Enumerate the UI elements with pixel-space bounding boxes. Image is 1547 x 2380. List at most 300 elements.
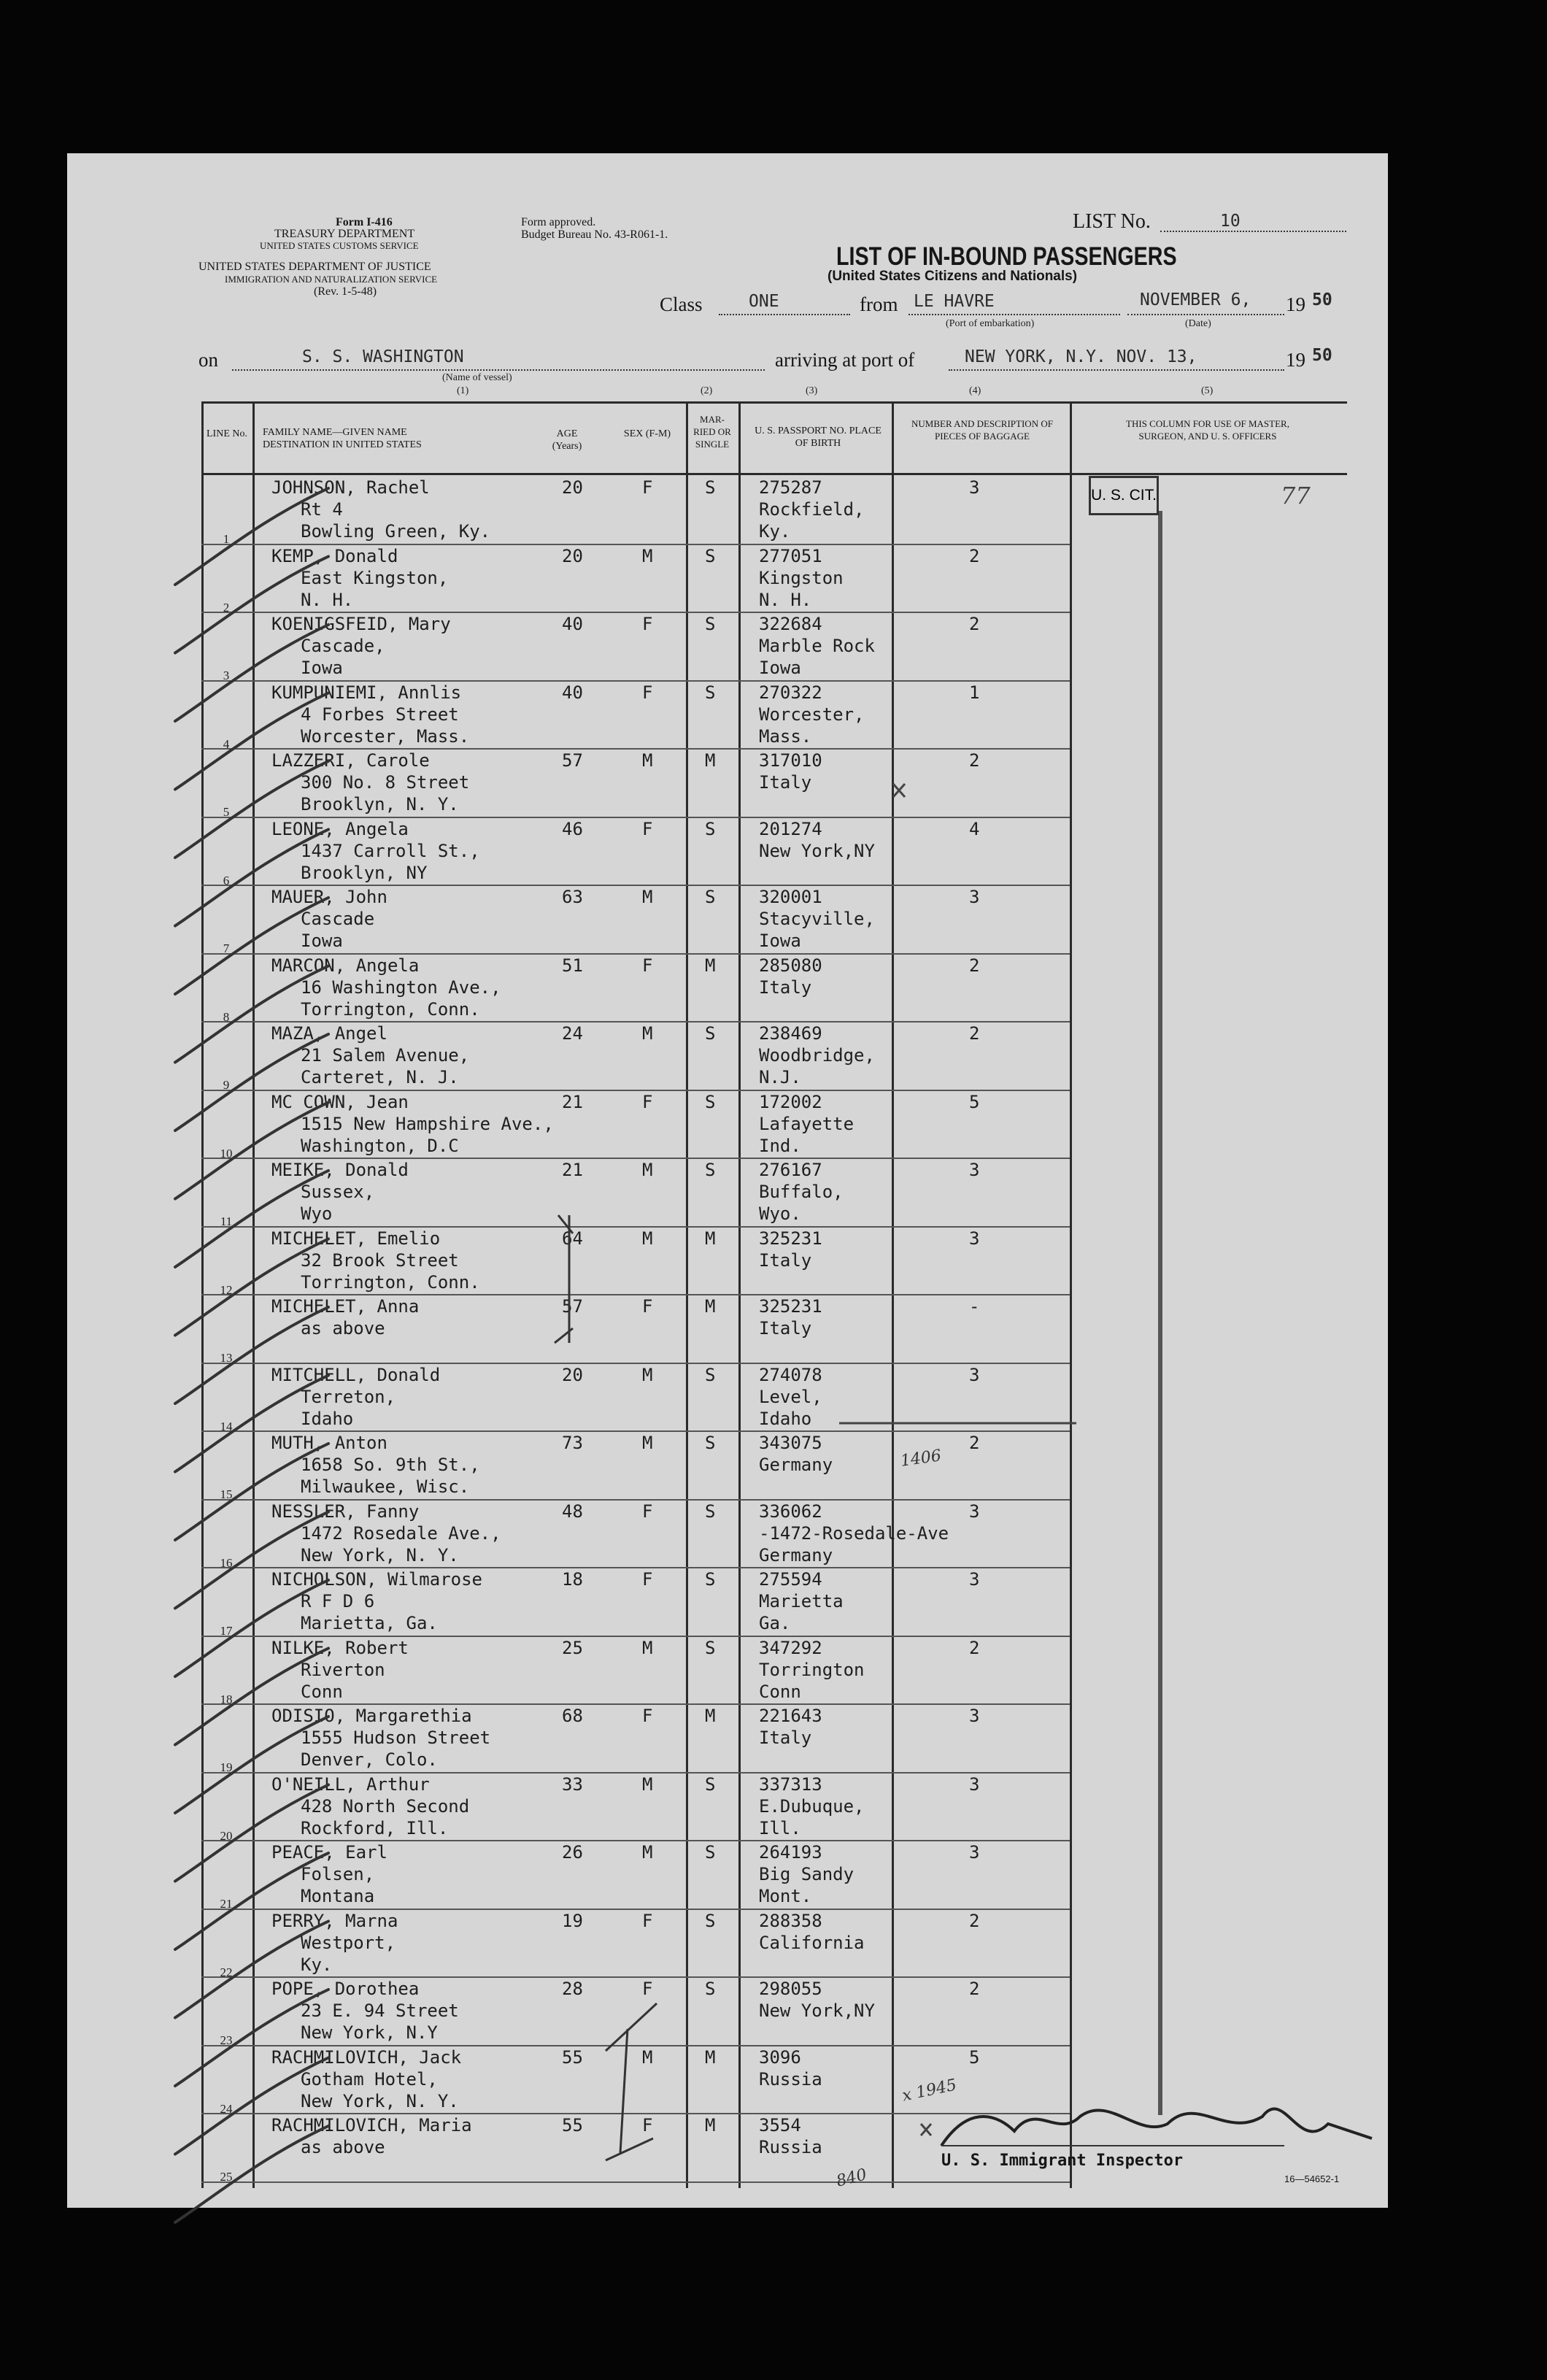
destination-line-2: Worcester, Mass. — [301, 725, 470, 747]
handwritten-note: x 1945 — [900, 2076, 959, 2106]
birthplace-line-2: Iowa — [759, 658, 801, 678]
marital-status: S — [705, 477, 716, 498]
birthplace-line-1: Worcester, — [759, 704, 865, 725]
line-number: 1 — [223, 532, 230, 546]
sex: M — [642, 1023, 653, 1044]
birthplace-line-1: Russia — [759, 2068, 822, 2090]
passport-number: 275594 — [759, 1569, 822, 1590]
marital-status: S — [705, 887, 716, 907]
destination-line-2: Montana — [301, 1886, 375, 1906]
passport-number: 347292 — [759, 1637, 822, 1658]
x-mark — [893, 784, 905, 797]
header-officers: THIS COLUMN FOR USE OF MASTER, SURGEON, AND U. S. OFFICERS — [1126, 418, 1289, 442]
age: 55 — [562, 2046, 583, 2068]
line-number: 19 — [220, 1760, 233, 1774]
passport-number: 288358 — [759, 1910, 822, 1931]
sex: F — [642, 2115, 653, 2136]
handwritten-number: 77 — [1281, 482, 1311, 509]
birthplace-line-2: Ky. — [759, 521, 791, 542]
marital-status: S — [705, 1433, 716, 1453]
marital-status: S — [705, 1364, 716, 1385]
passport-number: 337313 — [759, 1774, 822, 1795]
baggage-count: 2 — [969, 955, 980, 976]
revision-date: (Rev. 1-5-48) — [314, 285, 377, 298]
marital-status: S — [705, 1842, 716, 1863]
passenger-name: PERRY, Marna — [271, 1910, 398, 1931]
birthplace-line-1: Stacyville, — [759, 909, 875, 929]
destination-line-2: Marietta, Ga. — [301, 1613, 438, 1633]
passport-number: 322684 — [759, 614, 822, 634]
line-number: 4 — [223, 736, 230, 751]
tally-stroke — [175, 1853, 328, 1949]
birthplace-line-2: Iowa — [759, 931, 801, 951]
destination-line-1: Cascade, — [301, 636, 385, 656]
from-label: from — [860, 293, 898, 315]
tally-stroke — [175, 966, 328, 1063]
destination-line-2: Carteret, N. J. — [301, 1067, 459, 1087]
age: 28 — [562, 1979, 583, 1999]
birthplace-line-2: Mont. — [759, 1886, 812, 1906]
destination-line-2: Torrington, Conn. — [301, 1271, 480, 1293]
passport-number: 336062 — [759, 1501, 822, 1522]
age: 57 — [562, 1296, 583, 1317]
passenger-name: NICHOLSON, Wilmarose — [271, 1569, 482, 1590]
passport-number: 285080 — [759, 955, 822, 976]
tally-stroke — [175, 1307, 328, 1403]
baggage-count: 2 — [969, 1910, 980, 1931]
line-number: 8 — [223, 1009, 230, 1024]
age: 26 — [562, 1842, 583, 1863]
date-embark-value: NOVEMBER 6, — [1140, 290, 1251, 309]
line-number: 12 — [220, 1282, 233, 1297]
marital-status: S — [705, 1501, 716, 1522]
destination-line-1: 4 Forbes Street — [301, 704, 459, 725]
baggage-count: 3 — [969, 887, 980, 907]
sex: M — [642, 1433, 653, 1453]
baggage-count: 2 — [969, 1979, 980, 1999]
passport-number: 201274 — [759, 818, 822, 839]
sex: F — [642, 1296, 653, 1317]
marital-status: M — [705, 1228, 716, 1249]
passport-number: 277051 — [759, 545, 822, 566]
col-num-4: (4) — [969, 385, 981, 396]
age: 68 — [562, 1706, 583, 1726]
age: 40 — [562, 614, 583, 634]
birthplace-line-1: E.Dubuque, — [759, 1795, 865, 1817]
age: 24 — [562, 1023, 583, 1044]
class-value: ONE — [749, 292, 779, 311]
birthplace-line-1: Germany — [759, 1455, 833, 1475]
marital-status: S — [705, 545, 716, 566]
destination-line-1: as above — [301, 2137, 385, 2157]
baggage-count: 5 — [969, 1091, 980, 1112]
passport-number: 270322 — [759, 682, 822, 703]
destination-line-1: 32 Brook Street — [301, 1249, 459, 1271]
list-no-value: 10 — [1220, 212, 1241, 231]
baggage-count: 3 — [969, 1842, 980, 1863]
page-title: LIST OF IN-BOUND PASSENGERS — [836, 242, 1177, 271]
birthplace-line-1: Torrington — [759, 1659, 865, 1680]
line-number: 22 — [220, 1965, 233, 1979]
baggage-count: 3 — [969, 1569, 980, 1590]
birthplace-line-1: Italy — [759, 977, 812, 998]
line-number: 25 — [220, 2170, 233, 2184]
age: 51 — [562, 955, 583, 976]
form-approved: Form approved. — [521, 216, 596, 228]
passenger-name: MARCON, Angela — [271, 955, 420, 976]
line-number: 3 — [223, 669, 230, 682]
birthplace-line-2: Mass. — [759, 725, 812, 747]
header-age: AGE (Years) — [552, 428, 582, 452]
destination-line-2: N. H. — [301, 589, 354, 610]
destination-line-1: 1658 So. 9th St., — [301, 1455, 480, 1475]
passport-number: 274078 — [759, 1364, 822, 1385]
destination-line-2: Ky. — [301, 1954, 333, 1975]
marital-status: S — [705, 1091, 716, 1112]
baggage-count: 2 — [969, 1433, 980, 1453]
destination-line-2: New York, N. Y. — [301, 1544, 459, 1566]
sex: F — [642, 1091, 653, 1112]
destination-line-2: Brooklyn, NY — [301, 862, 428, 883]
birthplace-line-1: -1472-Rosedale-Ave — [759, 1522, 949, 1544]
destination-line-1: 21 Salem Avenue, — [301, 1045, 470, 1066]
marital-status: S — [705, 818, 716, 839]
passenger-name: MITCHELL, Donald — [271, 1364, 441, 1385]
line-number: 16 — [220, 1555, 233, 1570]
sex: F — [642, 1910, 653, 1931]
passenger-name: PEACE, Earl — [271, 1842, 387, 1863]
birthplace-line-1: Italy — [759, 1318, 812, 1339]
destination-line-2: New York, N. Y. — [301, 2090, 459, 2111]
header-baggage: NUMBER AND DESCRIPTION OF PIECES OF BAGGAGE — [911, 418, 1053, 442]
destination-line-1: 1555 Hudson Street — [301, 1728, 491, 1748]
destination-line-2: Milwaukee, Wisc. — [301, 1476, 470, 1497]
line-number: 23 — [220, 2033, 233, 2047]
marital-status: S — [705, 1637, 716, 1658]
passport-number: 298055 — [759, 1979, 822, 1999]
tally-stroke — [175, 2126, 328, 2222]
destination-line-2: Washington, D.C — [301, 1135, 459, 1156]
destination-line-1: Sussex, — [301, 1182, 375, 1202]
birthplace-line-1: Italy — [759, 772, 812, 793]
baggage-count: 3 — [969, 1160, 980, 1180]
tally-stroke — [175, 1717, 328, 1813]
age: 20 — [562, 477, 583, 498]
tally-stroke — [175, 1922, 328, 2018]
sex: M — [642, 887, 653, 907]
baggage-count: 1 — [969, 682, 980, 703]
destination-line-1: 23 E. 94 Street — [301, 2000, 459, 2021]
passport-number: 343075 — [759, 1433, 822, 1453]
passenger-name: LAZZERI, Carole — [271, 750, 430, 771]
tally-stroke — [175, 898, 328, 994]
year-embark-value: 50 — [1312, 290, 1332, 309]
line-number: 20 — [220, 1828, 233, 1843]
customs-service: UNITED STATES CUSTOMS SERVICE — [260, 240, 419, 251]
marital-status: M — [705, 955, 716, 976]
sex: F — [642, 1979, 653, 1999]
marital-status: S — [705, 1023, 716, 1044]
marital-status: S — [705, 1774, 716, 1795]
tally-stroke — [175, 1580, 328, 1676]
passenger-name: KOENIGSFEID, Mary — [271, 614, 451, 634]
sex: M — [642, 545, 653, 566]
destination-line-2: New York, N.Y — [301, 2022, 438, 2043]
age: 63 — [562, 887, 583, 907]
age: 20 — [562, 1364, 583, 1385]
passenger-name: MC COWN, Jean — [271, 1091, 409, 1112]
line-number: 13 — [220, 1351, 233, 1365]
birthplace-line-2: Ga. — [759, 1613, 791, 1633]
tally-stroke — [175, 1103, 328, 1199]
line-number: 7 — [223, 941, 230, 955]
passport-number: 238469 — [759, 1023, 822, 1044]
passport-number: 276167 — [759, 1160, 822, 1180]
passport-number: 221643 — [759, 1706, 822, 1726]
destination-line-1: 428 North Second — [301, 1795, 470, 1817]
age: 25 — [562, 1637, 583, 1658]
passenger-name: JOHNSON, Rachel — [271, 477, 430, 498]
marital-status: S — [705, 1979, 716, 1999]
line-number: 18 — [220, 1692, 233, 1706]
age: 73 — [562, 1433, 583, 1453]
baggage-count: 3 — [969, 1501, 980, 1522]
destination-line-2: Conn — [301, 1681, 343, 1702]
sex: F — [642, 1706, 653, 1726]
sex: M — [642, 1842, 653, 1863]
passport-number: 317010 — [759, 750, 822, 771]
col-num-3: (3) — [806, 385, 818, 396]
tally-stroke — [175, 2058, 328, 2154]
destination-line-2: Torrington, Conn. — [301, 998, 480, 1020]
marital-status: S — [705, 1910, 716, 1931]
destination-line-2: Denver, Colo. — [301, 1749, 438, 1770]
family-bracket — [555, 1215, 573, 1343]
age: 48 — [562, 1501, 583, 1522]
destination-line-1: Westport, — [301, 1932, 396, 1953]
header-sex: SEX (F-M) — [623, 428, 671, 439]
passport-number: 3554 — [759, 2115, 801, 2136]
baggage-count: 3 — [969, 1228, 980, 1249]
passenger-name: MICHELET, Emelio — [271, 1228, 441, 1249]
tally-stroke — [175, 1034, 328, 1131]
birthplace-line-1: Woodbridge, — [759, 1045, 875, 1066]
passenger-name: MICHELET, Anna — [271, 1296, 420, 1317]
age: 55 — [562, 2115, 583, 2136]
sex: M — [642, 1774, 653, 1795]
passport-number: 325231 — [759, 1228, 822, 1249]
passenger-name: NILKE, Robert — [271, 1637, 409, 1658]
sex: F — [642, 818, 653, 839]
sex: M — [642, 2046, 653, 2068]
destination-line-1: R F D 6 — [301, 1591, 375, 1611]
line-number: 10 — [220, 1146, 233, 1160]
tally-stroke — [175, 488, 328, 585]
line-number: 11 — [220, 1214, 233, 1228]
baggage-count: 2 — [969, 1023, 980, 1044]
inspector-signature — [941, 2109, 1372, 2146]
marital-status: M — [705, 1706, 716, 1726]
arriving-label: arriving at port of — [775, 349, 915, 371]
year-prefix: 19 — [1286, 293, 1305, 315]
destination-line-2: Rockford, Ill. — [301, 1817, 449, 1838]
birthplace-line-1: Marietta — [759, 1591, 844, 1611]
sex: F — [642, 1501, 653, 1522]
tally-stroke — [175, 1512, 328, 1609]
vessel-caption: (Name of vessel) — [442, 372, 512, 383]
marital-status: S — [705, 1160, 716, 1180]
tally-stroke — [175, 1444, 328, 1540]
sex: M — [642, 1637, 653, 1658]
passenger-name: MUTH, Anton — [271, 1433, 387, 1453]
birthplace-line-2: Germany — [759, 1544, 833, 1566]
birthplace-line-1: Russia — [759, 2137, 822, 2157]
destination-line-1: 300 No. 8 Street — [301, 772, 470, 793]
ins-service: IMMIGRATION AND NATURALIZATION SERVICE — [225, 274, 438, 285]
sex: M — [642, 750, 653, 771]
passport-number: 325231 — [759, 1296, 822, 1317]
destination-line-1: 1515 New Hampshire Ave., — [301, 1113, 554, 1134]
sex: M — [642, 1228, 653, 1249]
destination-line-1: East Kingston, — [301, 567, 449, 588]
passenger-name: POPE, Dorothea — [271, 1979, 420, 1999]
line-number: 24 — [220, 2101, 233, 2116]
baggage-count: 4 — [969, 818, 980, 839]
age: 40 — [562, 682, 583, 703]
age: 57 — [562, 750, 583, 771]
justice-dept: UNITED STATES DEPARTMENT OF JUSTICE — [198, 261, 431, 273]
passenger-name: LEONE, Angela — [271, 818, 409, 839]
passenger-name: RACHMILOVICH, Jack — [271, 2046, 462, 2068]
passenger-name: O'NEILL, Arthur — [271, 1774, 430, 1795]
marital-status: S — [705, 614, 716, 634]
family-bracket — [606, 2003, 657, 2160]
destination-line-1: Terreton, — [301, 1386, 396, 1407]
line-number: 14 — [220, 1419, 233, 1433]
birthplace-line-1: Rockfield, — [759, 499, 865, 520]
on-label: on — [198, 349, 218, 371]
baggage-count: 3 — [969, 1364, 980, 1385]
tally-stroke — [175, 1785, 328, 1882]
birthplace-line-1: Marble Rock — [759, 636, 875, 656]
line-number: 9 — [223, 1078, 230, 1092]
tally-stroke — [175, 1649, 328, 1745]
birthplace-line-1: Buffalo, — [759, 1182, 844, 1202]
header-line: LINE No. — [207, 428, 247, 439]
destination-line-1: as above — [301, 1318, 385, 1339]
destination-line-1: Gotham Hotel, — [301, 2068, 438, 2090]
passport-number: 3096 — [759, 2046, 801, 2068]
sex: M — [642, 1160, 653, 1180]
birthplace-line-2: N. H. — [759, 589, 812, 610]
passenger-name: MAUER, John — [271, 887, 387, 907]
date-caption: (Date) — [1185, 318, 1211, 329]
list-no-label: LIST No. — [1073, 210, 1151, 233]
treasury-dept: TREASURY DEPARTMENT — [274, 228, 415, 240]
birthplace-line-1: Kingston — [759, 567, 844, 588]
age: 46 — [562, 818, 583, 839]
header-name: FAMILY NAME—GIVEN NAME DESTINATION IN UNITED STATES — [263, 427, 422, 450]
col-num-1: (1) — [457, 385, 469, 396]
birthplace-line-2: Conn — [759, 1681, 801, 1702]
age: 64 — [562, 1228, 583, 1249]
age: 33 — [562, 1774, 583, 1795]
tally-stroke — [175, 1239, 328, 1336]
year-prefix: 19 — [1286, 349, 1305, 371]
birthplace-line-1: Italy — [759, 1249, 812, 1271]
line-number: 6 — [223, 873, 230, 887]
col-num-5: (5) — [1201, 385, 1214, 396]
sex: F — [642, 1569, 653, 1590]
birthplace-line-2: Ill. — [759, 1817, 801, 1838]
header-passport: U. S. PASSPORT NO. PLACE OF BIRTH — [755, 425, 881, 449]
baggage-count: - — [969, 1296, 980, 1317]
birthplace-line-2: N.J. — [759, 1067, 801, 1087]
tally-stroke — [175, 693, 328, 790]
marital-status: S — [705, 1569, 716, 1590]
destination-line-1: Cascade — [301, 909, 375, 929]
destination-line-2: Iowa — [301, 931, 343, 951]
x-mark — [921, 2124, 931, 2136]
birthplace-line-1: Italy — [759, 1728, 812, 1748]
passport-number: 320001 — [759, 887, 822, 907]
destination-line-2: Bowling Green, Ky. — [301, 521, 491, 542]
passenger-name: KUMPUNIEMI, Annlis — [271, 682, 462, 703]
birthplace-line-1: Lafayette — [759, 1113, 854, 1134]
age: 19 — [562, 1910, 583, 1931]
port-embark-caption: (Port of embarkation) — [946, 318, 1035, 329]
footer-code: 16—54652-1 — [1284, 2173, 1340, 2184]
tally-stroke — [175, 1990, 328, 2086]
page-subtitle: (United States Citizens and Nationals) — [827, 269, 1078, 284]
age: 20 — [562, 545, 583, 566]
tally-stroke — [175, 1376, 328, 1472]
destination-line-1: 1437 Carroll St., — [301, 840, 480, 861]
birthplace-line-1: New York,NY — [759, 840, 875, 861]
birthplace-line-1: New York,NY — [759, 2000, 875, 2021]
class-label: Class — [660, 293, 703, 315]
age: 21 — [562, 1091, 583, 1112]
tally-stroke — [175, 625, 328, 721]
sex: F — [642, 477, 653, 498]
baggage-count: 3 — [969, 1706, 980, 1726]
destination-line-2: Brooklyn, N. Y. — [301, 794, 459, 814]
sex: M — [642, 1364, 653, 1385]
sex: F — [642, 682, 653, 703]
line-number: 5 — [223, 805, 230, 819]
budget-bureau: Budget Bureau No. 43-R061-1. — [521, 228, 668, 241]
tally-stroke — [175, 1171, 328, 1267]
col-num-2: (2) — [701, 385, 713, 396]
passenger-name: NESSLER, Fanny — [271, 1501, 420, 1522]
baggage-count: 2 — [969, 545, 980, 566]
destination-line-2: Wyo — [301, 1204, 333, 1224]
destination-line-1: 16 Washington Ave., — [301, 977, 501, 998]
port-embark-value: LE HAVRE — [914, 292, 995, 311]
port-arrival-value: NEW YORK, N.Y. NOV. 13, — [965, 347, 1197, 366]
line-number: 15 — [220, 1487, 233, 1501]
year-arrival-value: 50 — [1312, 346, 1332, 365]
birthplace-line-2: Idaho — [759, 1408, 812, 1429]
birthplace-line-1: California — [759, 1932, 865, 1953]
destination-line-1: Rt 4 — [301, 499, 343, 520]
line-number: 2 — [223, 600, 230, 615]
passport-number: 264193 — [759, 1842, 822, 1863]
sex: F — [642, 955, 653, 976]
tally-stroke — [175, 761, 328, 858]
birthplace-line-1: Level, — [759, 1386, 822, 1407]
marital-status: M — [705, 2046, 716, 2068]
